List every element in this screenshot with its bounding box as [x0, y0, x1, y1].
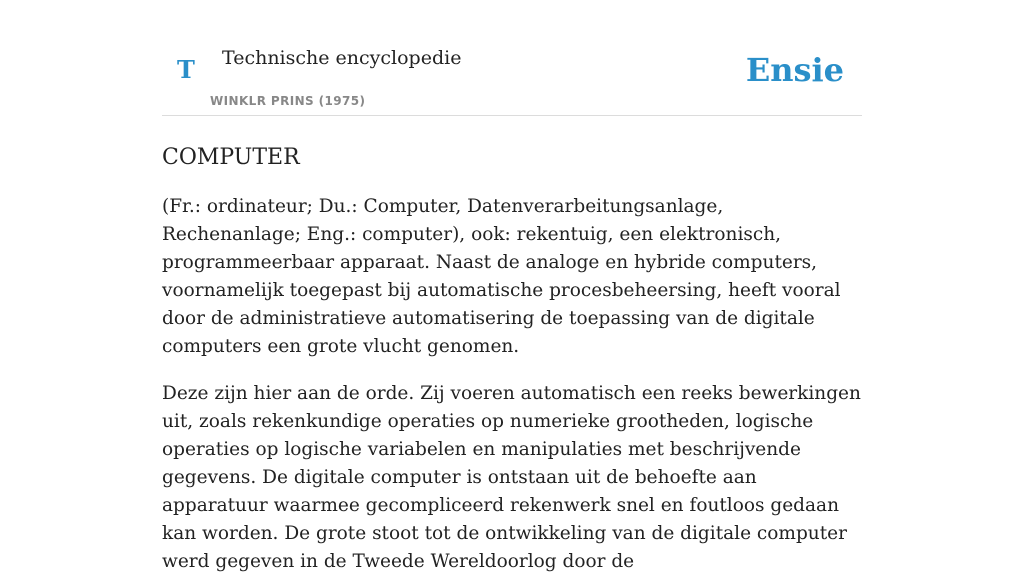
encyclopedia-logo[interactable]: T	[177, 55, 195, 84]
encyclopedia-header	[162, 0, 862, 116]
ensie-brand-logo[interactable]: Ensie	[745, 51, 844, 89]
article-paragraph-1: (Fr.: ordinateur; Du.: Computer, Datenverarbeitungsanlage, Rechenanlage; Eng.: computer), ook: rekentuig, een elektronisch, programmeerbaar apparaat. Naast de analoge en hybride computers, voornamelijk toegepast bij automatische procesbeheersing, heeft vooral door de administratieve automatisering de toepassing van de digitale computers een grote vlucht genomen.	[162, 196, 841, 357]
article-title: COMPUTER	[162, 145, 300, 170]
source-label: WINKLR PRINS (1975)	[210, 94, 366, 108]
encyclopedia-title-link[interactable]: Technische encyclopedie	[222, 47, 462, 69]
article-paragraph-2: Deze zijn hier aan de orde. Zij voeren automatisch een reeks bewerkingen uit, zoals rekenkundige operaties op numerieke grootheden, logische operaties op logische variabelen en manipulaties met beschrijvende gegevens. De digitale computer is ontstaan uit de behoefte aan apparatuur waarmee gecompliceerd rekenwerk snel en foutloos gedaan kan worden. De grote stoot tot de ontwikkeling van de digitale computer werd gegeven in de Tweede Wereldoorlog door de	[162, 383, 861, 572]
content-container	[162, 0, 862, 576]
